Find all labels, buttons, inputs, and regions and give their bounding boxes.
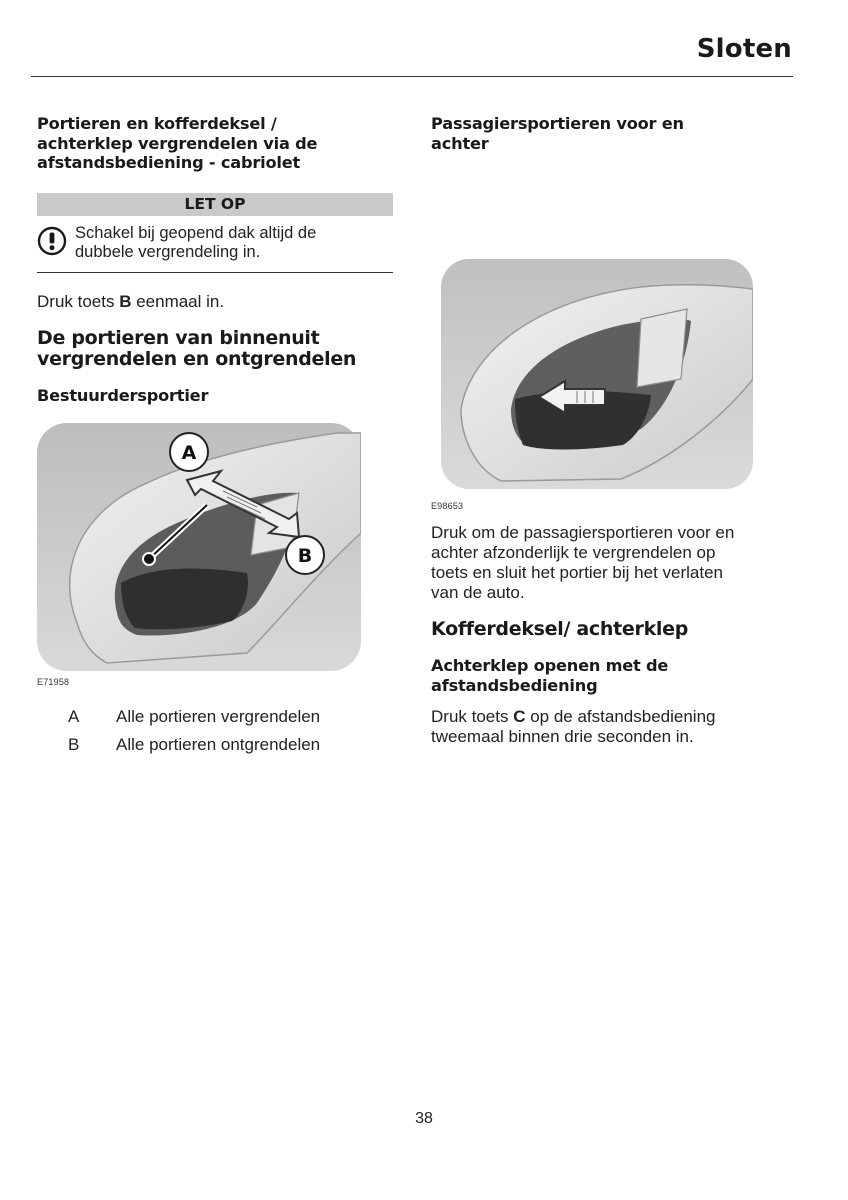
subheading-driver-door: Bestuurdersportier (37, 385, 209, 405)
figure-code-left: E71958 (37, 677, 70, 687)
page-number: 38 (415, 1110, 433, 1127)
heading-remote-locking: Portieren en kofferdeksel / achterklep vergrendelen via de afstandsbediening - cabriolet (37, 114, 318, 172)
callout-a-label: A (181, 442, 197, 464)
page-title: Sloten (696, 34, 792, 64)
callout-b-label: B (297, 545, 313, 567)
warning-box (37, 216, 393, 273)
warning-text: Schakel bij geopend dak altijd de dubbele vergrendeling in. (75, 223, 317, 261)
left-column (37, 114, 393, 763)
driver-door-handle-figure (37, 423, 361, 671)
heading-passenger-doors: Passagiersportieren voor en achter (431, 114, 684, 153)
passenger-door-handle-figure (441, 259, 753, 489)
press-c-paragraph: Druk toets C op de afstandsbediening tweemaal binnen drie seconden in. (431, 707, 716, 746)
exclamation-warning-icon (37, 226, 67, 261)
heading-boot-lid: Kofferdeksel/ achterklep (431, 618, 689, 640)
right-column (431, 114, 793, 747)
legend-list (37, 707, 393, 755)
figure-code-right: E98653 (431, 501, 464, 511)
warning-label: LET OP (37, 193, 393, 216)
title-divider (31, 76, 793, 77)
press-b-paragraph: Druk toets B eenmaal in. (37, 291, 225, 311)
subheading-tailgate-open: Achterklep openen met de afstandsbediening (431, 656, 669, 695)
list-item: B Alle portieren ontgrendelen (68, 735, 321, 754)
list-item: A Alle portieren vergrendelen (68, 707, 321, 726)
passenger-doors-paragraph: Druk om de passagiersportieren voor en achter afzonderlijk te vergrendelen op toets en sluit het portier bij het verlaten van de auto. (431, 523, 735, 602)
heading-inside-locking: De portieren van binnenuit vergrendelen en ontgrendelen (37, 326, 357, 370)
